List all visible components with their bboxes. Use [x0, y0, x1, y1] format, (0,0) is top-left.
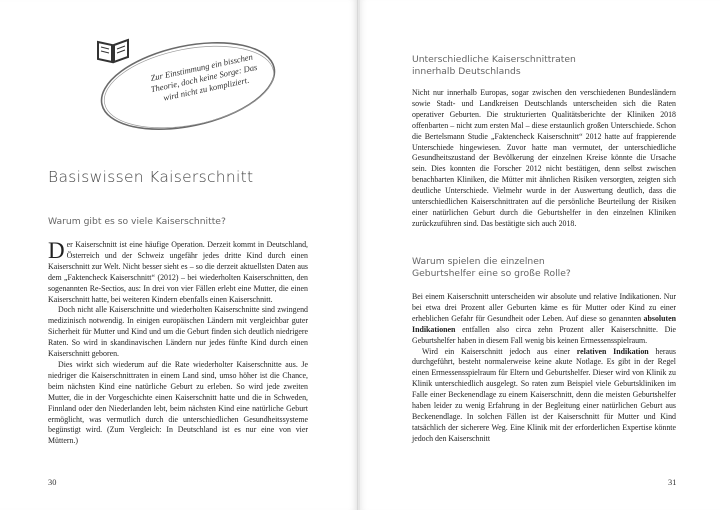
- paragraph-2: Doch nicht alle Kaiserschnitte und wiederholten Kaiserschnitte sind zwingend medizinisch notwendig. In einigen europäischen Ländern mit vergleichbar guter Sicherheit für Mutter und Kind und um die Geburt finden sich deutlich niedrigere Raten. So wird in skandinavischen Ländern nur jedes fünfte Kind durch einen Kaiserschnitt geboren.: [48, 305, 308, 359]
- open-book-icon: [96, 36, 130, 64]
- section-heading-obstetricians-line1: Warum spielen die einzelnen: [412, 256, 545, 267]
- p2-text-a: Wird ein Kaiserschnitt jedoch aus einer: [422, 346, 577, 356]
- indications-paragraph-2: [412, 347, 676, 445]
- section-heading-why: Warum gibt es so viele Kaiserschnitte?: [48, 216, 226, 227]
- section-heading-obstetricians: [412, 256, 571, 279]
- page-number-right: 31: [668, 478, 677, 487]
- rates-paragraph: Nicht nur innerhalb Europas, sogar zwischen den verschiedenen Bundesländern sowie Stadt- und Landkreisen Deutschlands unterscheiden sich die Raten operativer Geburten. Die strukturierten Qualitätsberichte der Kliniken 2018 offenbarten – nicht zum ersten Mal – diese erstaunlich großen Unterschiede. Schon die Bertelsmann Studie „Faktencheck Kaiserschnitt“ 2012 hatte auf frappierende Unterschiede hingewiesen. Zuvor hatte man vermutet, der unterschiedliche Gesundheitszustand der Bevölkerung der einzelnen Kreise könnte die Ursache sein. Dies konnten die Forscher 2012 nicht bestätigen, denn selbst zwischen benachbarten Kliniken, die Mütter mit ähnlichen Risiken versorgten, zeigten sich deutliche Unterschiede. Vielmehr wurde in der Auswertung deutlich, dass die unterschiedlichen Kaiserschnittraten auf die persönliche Beurteilung der Risiken einer natürlichen Geburt durch die Geburtshelfer in den einzelnen Kliniken zurückzuführen sind. Das bestätigte sich auch 2018.: [412, 88, 676, 228]
- term-relative-indication: relativen Indikation: [576, 346, 649, 356]
- indications-body-text: [412, 292, 676, 445]
- intro-badge: [96, 36, 280, 136]
- indications-paragraph-1: [412, 292, 676, 347]
- paragraph-1: [48, 240, 308, 305]
- section-heading-rates: [412, 54, 576, 77]
- p1-text-a: Bei einem Kaiserschnitt unterscheiden wir absolute und relative Indikationen. Nur bei etwa drei Prozent aller Geburten käme es für Mutter oder Kind zu einer erheblichen Gefahr für Gesundheit oder Leben. Auf diese so genannten: [412, 292, 676, 323]
- section-heading-obstetricians-line2: Geburtshelfer eine so große Rolle?: [412, 267, 571, 279]
- section-heading-rates-line2: innerhalb Deutschlands: [412, 65, 521, 77]
- badge-text: Zur Einstimmung ein bisschen Theorie, doch keine Sorge: Das wird nicht zu kompliziert.: [149, 51, 259, 103]
- section-heading-rates-line1: Unterschiedliche Kaiserschnittraten: [412, 54, 576, 65]
- rates-body-text: [412, 88, 676, 230]
- left-body-text: [48, 240, 308, 447]
- right-page: [360, 0, 720, 510]
- p1-text-b: entfallen also circa zehn Prozent aller Kaiserschnitte. Die Geburtshelfer haben in diesem Fall wenig bis keinen Ermessensspielraum.: [412, 324, 676, 345]
- left-page: [0, 0, 358, 510]
- paragraph-1-text: er Kaiserschnitt ist eine häufige Operation. Derzeit kommt in Deutschland, Österreich und der Schweiz ungefähr jedes dritte Kind durch einen Kaiserschnitt zur Welt. Nicht besser sieht es – so die derzeit aktuellsten Daten aus dem „Faktencheck Kaiserschnitt“ (2012) – bei wiederholten Kaiserschnitten, den sogenannten Re-Sectios, aus: In drei von vier Fällen erlebt eine Mutter, die einen Kaiserschnitt hatte, bei weiteren Kindern ebenfalls einen Kaiserschnitt.: [48, 240, 308, 304]
- term-absolute-indications: absoluten Indikationen: [412, 313, 676, 334]
- page-number-left: 30: [48, 478, 57, 487]
- paragraph-3: Dies wirkt sich wiederum auf die Rate wiederholter Kaiserschnitte aus. Je niedriger die Kaiserschnittraten in einem Land sind, umso höher ist die Chance, beim nächsten Kind eine natürliche Geburt zu erleben. So wird jede zweiten Mutter, die in der Vorgeschichte einen Kaiserschnitt hatte und die in Schweden, Finnland oder den Niederlanden lebt, beim nächsten Kind eine natürliche Geburt ermöglicht, was vermutlich durch die unterschiedlichen Gesundheitssysteme begünstigt wird. (Zum Vergleich: In Deutschland ist es nur eine von vier Müttern.): [48, 359, 308, 446]
- drop-cap: D: [48, 238, 65, 263]
- p2-text-b: heraus durchgeführt, besteht normalerweise keine akute Notlage. Es gibt in der Regel einen Ermessensspielraum für Eltern und Geburtshelfer. Dieser wird von Klinik zu Klinik unterschiedlich ausgelegt. So raten zum Beispiel viele Geburtskliniken im Falle einer Beckenendlage zu einem Kaiserschnitt, denn die meisten Geburtshelfer haben leider zu wenig Erfahrung in der Begleitung einer natürlichen Geburt aus Beckenendlage. In solchen Fällen ist der Kaiserschnitt für Mutter und Kind tatsächlich der sicherere Weg. Eine Klinik mit der erforderlichen Expertise könnte jedoch den Kaiserschnitt: [412, 346, 676, 443]
- chapter-title: Basiswissen Kaiserschnitt: [48, 168, 254, 186]
